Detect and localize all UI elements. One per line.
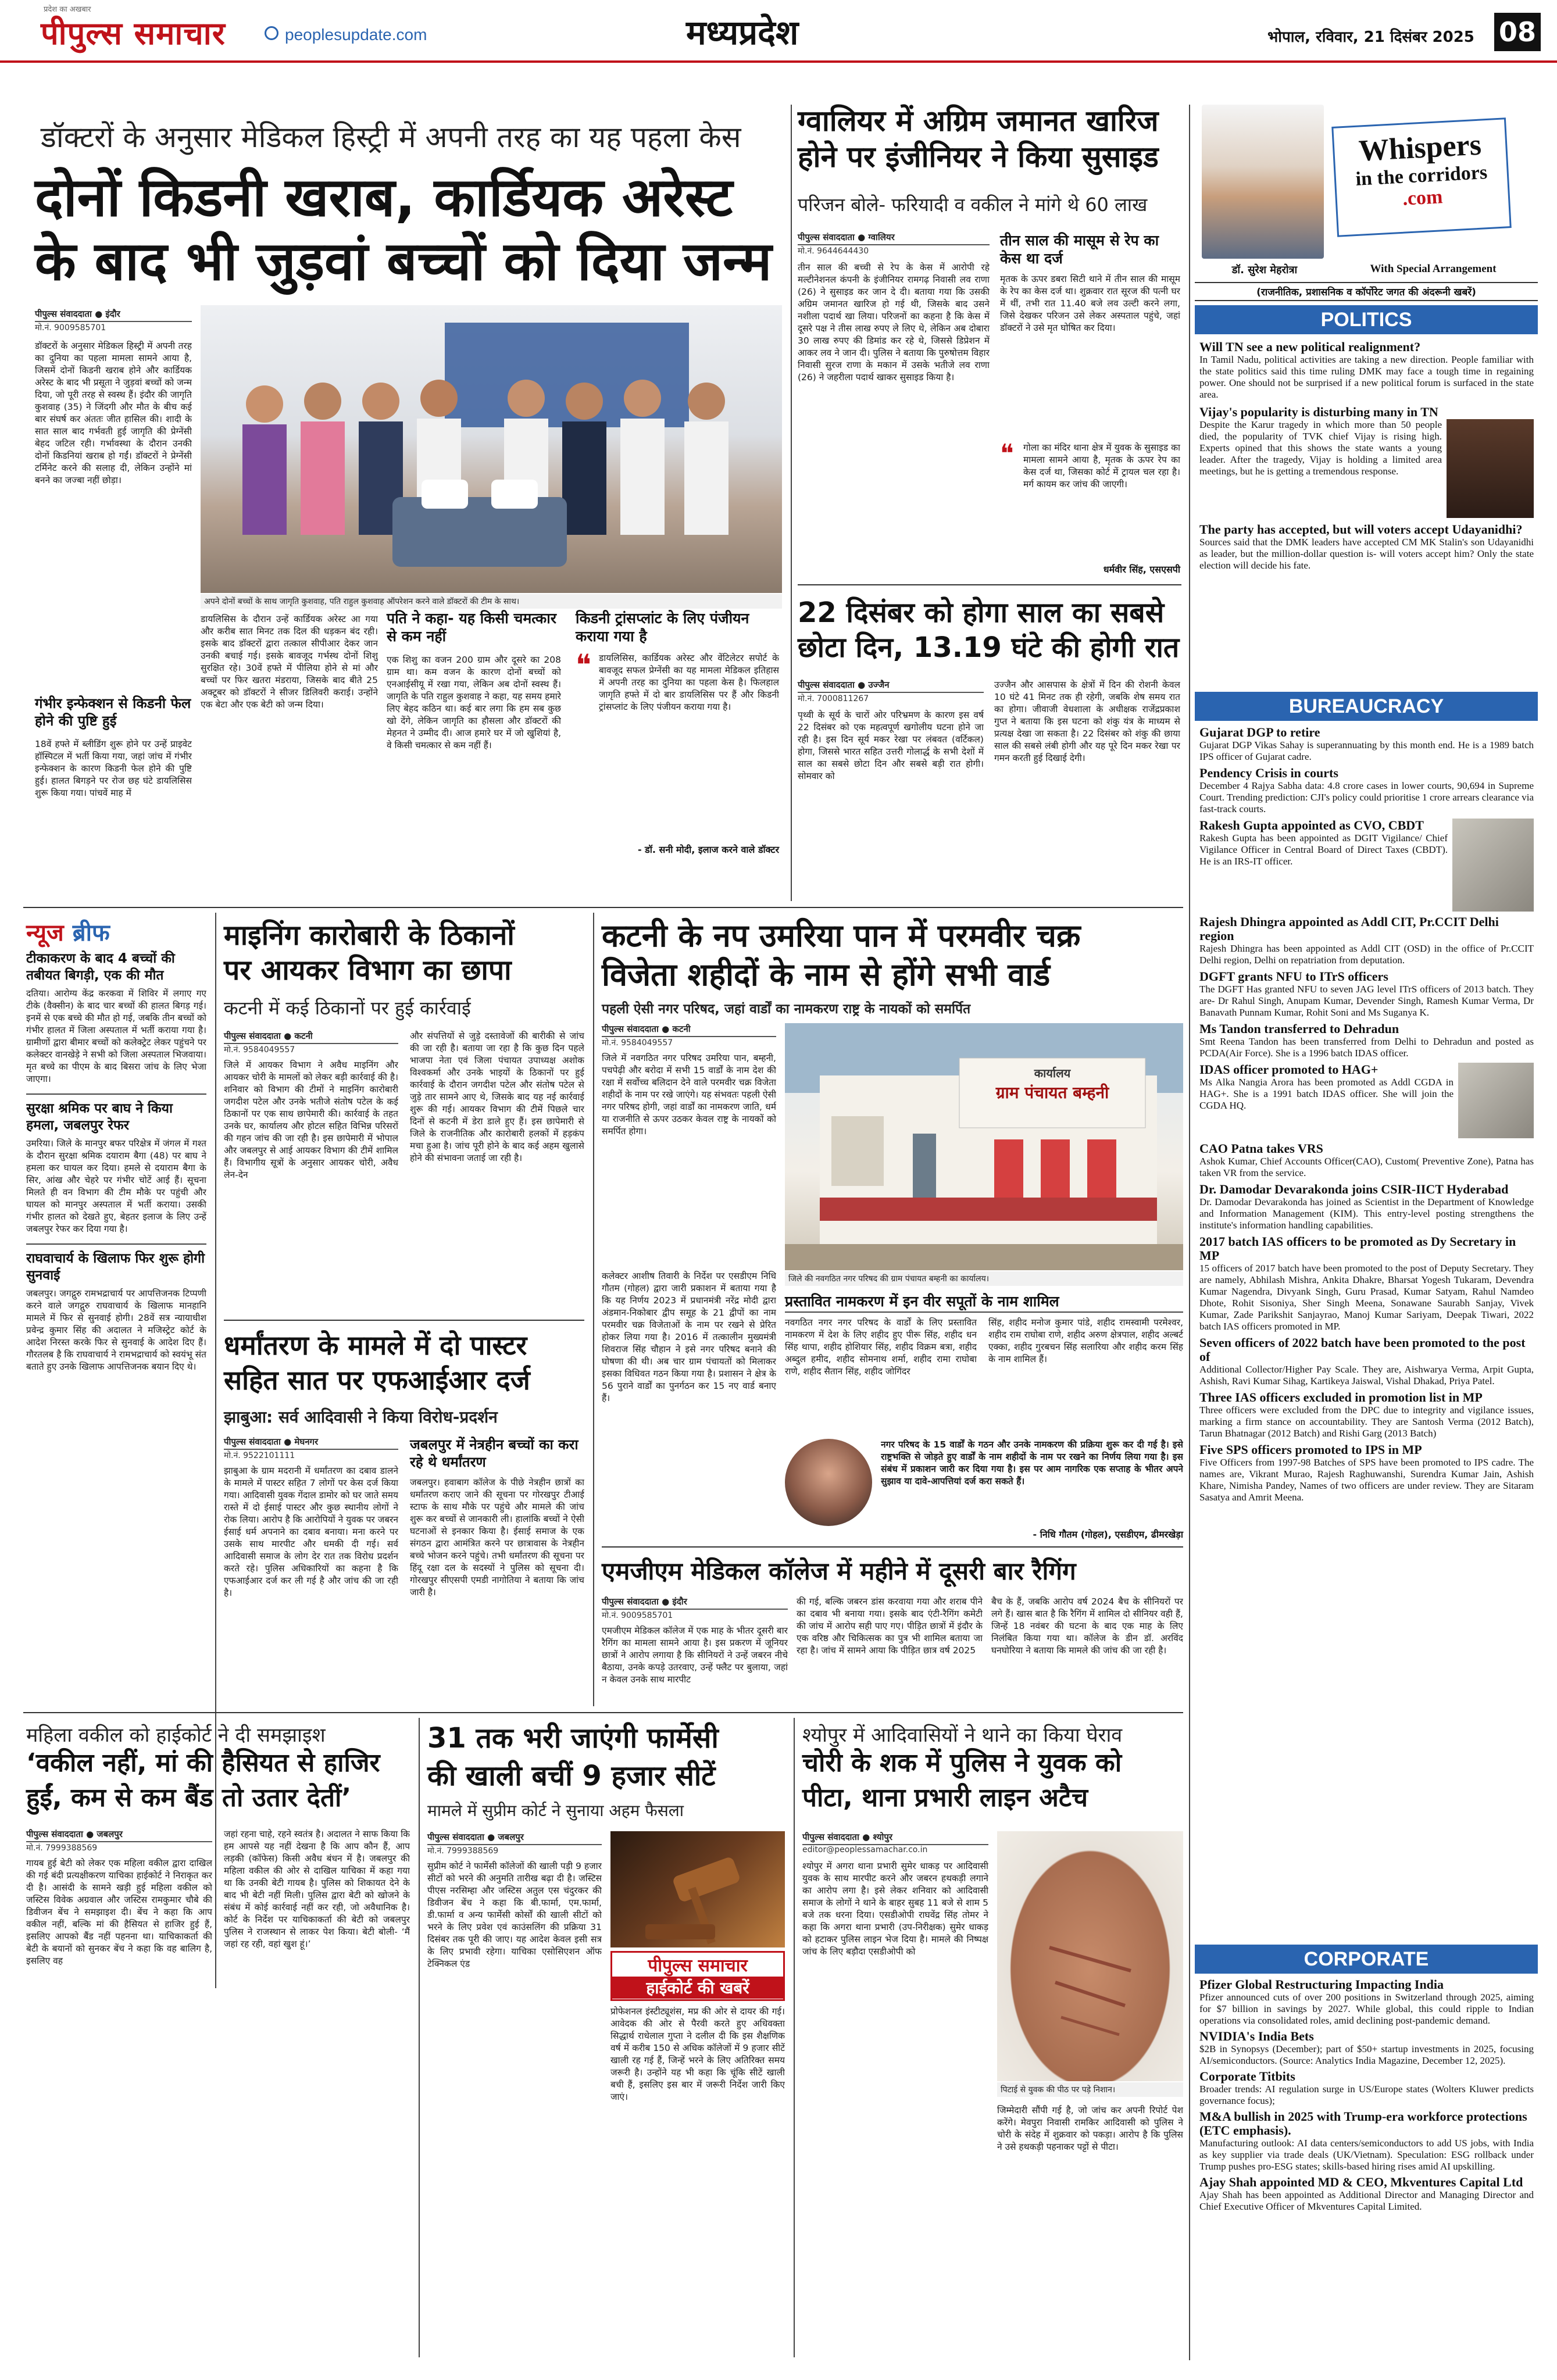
corporate-item-head: M&A bullish in 2025 with Trump-era workforce protections (ETC emphasis).	[1199, 2109, 1527, 2138]
mgm-mobile: मो.नं. 9009585701	[602, 1611, 673, 1620]
globe-icon	[265, 26, 278, 40]
bureaucracy-item	[1199, 819, 1534, 912]
umariya-headline-1: कटनी के नप उमरिया पान में परमवीर चक्र	[602, 917, 1081, 954]
news-brief-label-2: ब्रीफ	[72, 920, 110, 946]
sheopur-email[interactable]: editor@peoplessamachar.co.in	[802, 1845, 928, 1854]
sheopur-col-2: जिम्मेदारी सौंपी गई है, जो जांच कर अपनी रिपोर्ट पेश करेंगे। मेवपुरा निवासी रामकिर आदिवासी को पुलिस ने चोरी के संदेह में शुक्रवार को पकड़ा। आरोप है कि पुलिस ने उसे हथकड़ी पहनाकर पट्टों से पीटा।	[997, 2105, 1183, 2152]
page-number: 08	[1494, 13, 1541, 51]
jhabua-col-1: झाबुआ के ग्राम मदरानी में धर्मांतरण का दबाव डालने के मामले में पास्टर सहित 7 लोगों पर केस दर्ज किया गया। आदिवासी युवक गेंदाल डामोर को घर जाते समय रास्ते में दो ईसाई पास्टर और कुछ स्थानीय लोगों ने रोक लिया। आरोप है कि आरोपियों ने युवक पर जबरन ईसाई धर्म अपनाने का दबाव बनाया। मना करने पर उसके साथ मारपीट और धमकी दी गई। सर्व आदिवासी समाज के लोग देर रात तक विरोध प्रदर्शन करते रहे। पुलिस अधिकारियों का कहना है कि एफआईआर दर्ज कर ली गई है और जांच की जा रही है।	[224, 1466, 398, 1598]
gwalior-mobile: मो.नं. 9644644430	[798, 246, 869, 256]
lead-headline-1: दोनों किडनी खराब, कार्डियक अरेस्ट	[35, 166, 733, 228]
politics-item	[1199, 405, 1534, 518]
sheopur-headline-1: चोरी के शक में पुलिस ने युवक को	[802, 1748, 1122, 1778]
umariya-quote-author: - निधि गौतम (गोहल), एसडीएम, ढीमरखेड़ा	[1033, 1529, 1183, 1540]
ujjain-headline-1: 22 दिसंबर को होगा साल का सबसे	[798, 596, 1165, 629]
news-brief-item	[26, 950, 206, 1085]
column-rule	[593, 913, 594, 1706]
bureaucracy-item-text: Rakesh Gupta has been appointed as DGIT Vigilance/ Chief Vigilance Officer in Central Board of Direct Taxes (CBDT). He is an IRS-IT officer.	[1199, 832, 1448, 867]
section-rule	[23, 907, 1183, 908]
lead-col-1b: 18वें हफ्ते में ब्लीडिंग शुरू होने पर उन्हें प्राइवेट हॉस्पिटल में भर्ती किया गया, जहां जांच में गंभीर इन्फेक्शन के कारण किडनी फेल होने की पुष्टि हुई। हालत बिगड़ने पर रोज छह घंटे डायलिसिस शुरू किया गया। पांचवें माह में	[35, 739, 192, 798]
gwalior-byline	[798, 231, 990, 256]
vijay-photo	[1447, 419, 1534, 518]
lead-side-head: पति ने कहा- यह किसी चमत्कार से कम नहीं	[387, 610, 556, 645]
bureaucracy-item-head: Seven officers of 2022 batch have been promoted to the post of	[1199, 1335, 1526, 1364]
umariya-headline-2: विजेता शहीदों के नाम से होंगे सभी वार्ड	[602, 956, 1051, 993]
news-brief-item-text: उमरिया। जिले के मानपुर बफर परिक्षेत्र में जंगल में गश्त के दौरान सुरक्षा श्रमिक दयाराम बैगा (48) पर बाघ ने हमला कर घायल कर दिया। हमले से दयाराम बैगा के सिर, आंख और चेहरे पर गंभीर चोटें आई हैं। सूचना मिलते ही वन विभाग की टीम मौके पर पहुंची और घायल को मानपुर अस्पताल में भर्ती कराया। उसकी गंभीर हालत को देखते हुए, बेहतर इलाज के लिए उन्हें जबलपुर रेफर कर दिया गया है।	[26, 1138, 206, 1234]
section-title: मध्यप्रदेश	[686, 13, 799, 52]
building-sign-2: ग्राम पंचायत बम्हनी	[995, 1083, 1109, 1102]
news-brief-header	[26, 916, 201, 946]
officer-photo	[1458, 1063, 1534, 1138]
mgm-headline: एमजीएम मेडिकल कॉलेज में महीने में दूसरी बार रैगिंग	[602, 1557, 1076, 1585]
katni-raid-mobile: मो.नं. 9584049557	[224, 1045, 295, 1055]
lead-kicker: डॉक्टरों के अनुसार मेडिकल हिस्ट्री में अपनी तरह का यह पहला केस	[41, 120, 741, 154]
bureaucracy-item-text: Additional Collector/Higher Pay Scale. They are, Aishwarya Verma, Arpit Gupta, Ashish, Ravi Kumar Sihag, Kartikeya Jaiswal, Vishal Dhakad, Priya Patel.	[1199, 1364, 1534, 1386]
bureaucracy-item-text: 15 officers of 2017 batch have been promoted to the post of Deputy Secretary. They are namely, Abhilash Mishra, Ankita Dhakre, Bharsat Yogesh Tukaram, Devendra Kumar Nagendra, Divyank Singh, Guru Prasad, Kumar Satyam, Rahul Namdeo Dhote, Rohit Sisoniya, Sher Singh Meena, Sonawane Saurabh Sanjay, Vivek Kumar, Zade Parikshit Sanjayrao, Manoj Kumar Sariyam, Deepak Tiwari, 2022 batch IAS officers promoted in MP.	[1199, 1263, 1534, 1332]
bureaucracy-item-text: Rajesh Dhingra has been appointed as Addl CIT (OSD) in the office of Pr.CCIT Delhi region, Delhi on repatriation from deputation.	[1199, 943, 1534, 966]
politics-item	[1199, 340, 1534, 401]
news-brief-label-1: न्यूज	[26, 920, 64, 946]
sheopur-headline-2: पीटा, थाना प्रभारी लाइन अटैच	[802, 1783, 1088, 1813]
bureaucracy-item	[1199, 1182, 1534, 1231]
bureaucracy-item-text: Ms Alka Nangia Arora has been promoted as Addl CGDA in HAG+. She is a 1991 batch IDAS officer. She will join the CGDA HQ.	[1199, 1077, 1454, 1111]
masthead	[0, 0, 1557, 63]
bureaucracy-item-head: Dr. Damodar Devarakonda joins CSIR-IICT Hyderabad	[1199, 1182, 1509, 1196]
lead-headline-2: के बाद भी जुड़वां बच्चों को दिया जन्म	[35, 230, 772, 292]
lead-mobile: मो.नं. 9009585701	[35, 323, 106, 333]
jhabua-mobile: मो.नं. 9522101111	[224, 1451, 295, 1460]
whispers-logo-line-2: in the corridors	[1355, 162, 1488, 190]
injury-marks-illustration	[997, 1831, 1183, 2081]
bureaucracy-item-head: Pendency Crisis in courts	[1199, 766, 1338, 780]
bureaucracy-section-header: BUREAUCRACY	[1195, 692, 1538, 721]
politics-section-header: POLITICS	[1195, 305, 1538, 334]
bureaucracy-item-head: Rakesh Gupta appointed as CVO, CBDT	[1199, 818, 1424, 832]
gwalior-side-text: मृतक के ऊपर डबरा सिटी थाने में तीन साल की मासूम के रेप का केस दर्ज था। शुक्रवार रात सूरज की पत्नी घर में थीं, तभी रात 11.40 बजे लव उल्टी करने लगा, जिसे देखकर परिजन उसे लेकर अस्पताल पहुंचे, जहां डॉक्टरों ने उसे मृत घोषित कर दिया।	[1000, 274, 1180, 333]
ujjain-headline-2: छोटा दिन, 13.19 घंटे की होगी रात	[798, 631, 1180, 664]
politics-list	[1199, 340, 1534, 689]
corporate-item-text: Pfizer announced cuts of over 200 positions in Switzerland through 2025, aiming for $7 billion in savings by 2027. While global, this could ripple to Indian operations via consolidated roles, amid declining post-pandemic demand.	[1199, 1992, 1534, 2026]
bureaucracy-item-text: December 4 Rajya Sabha data: 4.8 crore cases in lower courts, 90,694 in Supreme Court. Trending prediction: CJI's policy could prioritise 1 crore arrears clearance via fast-track courts.	[1199, 780, 1534, 814]
bureaucracy-item-head: Gujarat DGP to retire	[1199, 726, 1320, 739]
bureaucracy-item-text: Gujarat DGP Vikas Sahay is superannuating by this month end. He is a 1989 batch IPS officer of Gujarat cadre.	[1199, 739, 1534, 762]
bureaucracy-item-text: Five Officers from 1997-98 Batches of SPS have been promoted to IPS cadre. The names are, Vikrant Murao, Rajesh Raghuwanshi, Surendra Kumar Jain, Ashish Khare, Nimisha Pandey, Names of two officers are under review. They are Sitaram Sasatya and Amrit Meena.	[1199, 1457, 1534, 1503]
column-rule	[794, 1718, 795, 2357]
politics-item-head: The party has accepted, but will voters accept Udayanidhi?	[1199, 522, 1523, 537]
injury-photo	[997, 1831, 1183, 2081]
bureaucracy-item	[1199, 970, 1534, 1019]
pharmacy-col-2: प्रोफेशनल इंस्टीट्यूशंस, मप्र की ओर से दायर की गई। आवेदक की ओर से पैरवी करते हुए अधिवक्ता सिद्धार्थ राधेलाल गुप्ता ने दलील दी कि इस शैक्षणिक वर्ष में करीब 150 से अधिक कॉलेजों में 9 हजार सीटें खाली रह गई हैं, जिन्हें भरने के लिए अतिरिक्त समय जरूरी है। उन्होंने यह भी कहा कि चूंकि सीटें खाली बची हैं, इसलिए इस बार में जरूरी निर्देश जारी किए जाएं।	[610, 2006, 785, 2102]
lead-quote-author: - डॉ. सनी मोदी, इलाज करने वाले डॉक्टर	[637, 844, 779, 855]
bureaucracy-item-text: Smt Reena Tandon has been transferred from Delhi to Dehradun and posted as PCDA(Air Force). She is a 1996 batch IDAS officer.	[1199, 1036, 1534, 1059]
website-link[interactable]: peoplesupdate.com	[285, 26, 427, 44]
gwalior-text: तीन साल की बच्ची से रेप के केस में आरोपी रहे मल्टीनेशनल कंपनी के इंजीनियर रामगढ़ निवासी लव राणा (26) ने सुसाइड कर जान दे दी। बताया गया कि उसकी अग्रिम जमानत खारिज हो गई थी, जिसके बाद उसने नशीला पदार्थ खा लिया। परिजनों का कहना है कि केस में दूसरे पक्ष ने तीस लाख रुपए ले लिए थे, लेकिन अब दोबारा 30 लाख रुपए की डिमांड कर रहे थे, जिससे डिप्रेशन में आकर लव ने जान दी। पुलिस ने बताया कि पुरुषोत्तम विहार निवासी सुरज राणा के मकान में उसके भतीजे लव राणा (26) ने जहरीला पदार्थ खाकर सुसाइड किया है।	[798, 262, 990, 383]
corporate-item-text: Ajay Shah has been appointed as Additional Director and Managing Director and Chief Executive Officer of Mkventures Capital Limited.	[1199, 2189, 1534, 2212]
corporate-item-head: Ajay Shah appointed MD & CEO, Mkventures Capital Ltd	[1199, 2175, 1523, 2189]
gwalior-side-text-2: गोला का मंदिर थाना क्षेत्र में युवक के सुसाइड का मामला सामने आया है, मृतक के ऊपर रेप का केस दर्ज था, जिसका कोर्ट में ट्रायल चल रहा है। मर्ग कायम कर जांच की जाएगी।	[1023, 442, 1180, 489]
bureaucracy-item-head: Ms Tandon transferred to Dehradun	[1199, 1021, 1399, 1036]
bureaucracy-item	[1199, 915, 1534, 966]
pharmacy-byline-text: पीपुल्स संवाददाता ● जबलपुर	[427, 1831, 602, 1845]
news-brief-item-head: टीकाकरण के बाद 4 बच्चों की तबीयत बिगड़ी, एक की मौत	[26, 951, 175, 983]
pharmacy-headline-2: की खाली बचीं 9 हजार सीटें	[427, 1760, 716, 1792]
whispers-tagline: (राजनीतिक, प्रशासनिक व कॉर्पोरेट जगत की अंदरूनी खबरें)	[1195, 282, 1538, 301]
corporate-item-text: Manufacturing outlook: AI data centers/semiconductors to add US jobs, with India as key supplier via trade deals (UK/Vietnam). Speculation: ESG rollback under Trump pushes pro-ESG states; skills-based hiring rises amid AI upskilling.	[1199, 2138, 1534, 2172]
umariya-col-2: कलेक्टर आशीष तिवारी के निर्देश पर एसडीएम निधि गौतम (गोहल) द्वारा जारी प्रकाशन में बताया गया है कि यह निर्णय 2023 में प्रधानमंत्री नरेंद्र मोदी द्वारा अंडमान-निकोबार द्वीप समूह के 21 द्वीपों का नाम परमवीर चक्र विजेताओं के नाम पर रखने से प्रेरित होकर लिया गया है। 2016 में तत्कालीन मुख्यमंत्री शिवराज सिंह चौहान ने इसे नगर परिषद बनाने की घोषणा की थी। अब चार ग्राम पंचायतों को मिलाकर इसका विधिवत गठन किया गया है। प्रशासन ने क्षेत्र के 56 पुराने वार्डों का पुनर्गठन कर 15 नए वार्ड बनाए हैं।	[602, 1271, 776, 1403]
corporate-item-head: Pfizer Global Restructuring Impacting India	[1199, 1978, 1444, 1992]
jhabua-side-head: जबलपुर में नेत्रहीन बच्चों का करा रहे थे धर्मांतरण	[410, 1436, 578, 1470]
jhabua-headline-2: सहित सात पर एफआईआर दर्ज	[224, 1364, 530, 1396]
bureaucracy-item-head: 2017 batch IAS officers to be promoted as Dy Secretary in MP	[1199, 1234, 1516, 1263]
umariya-mobile: मो.नं. 9584049557	[602, 1038, 673, 1048]
mgm-byline-text: पीपुल्स संवाददाता ● इंदौर	[602, 1596, 788, 1610]
building-photo-caption: जिले की नवगठित नगर परिषद की ग्राम पंचायत बम्हनी का कार्यालय।	[785, 1271, 1183, 1286]
group-photo-illustration	[201, 305, 782, 593]
quote-mark-icon: ❝	[1000, 439, 1014, 469]
gwalior-quote-author: धर्मवीर सिंह, एसएसपी	[1103, 564, 1180, 575]
gwalior-headline-1: ग्वालियर में अग्रिम जमानत खारिज	[798, 104, 1159, 138]
corporate-list	[1199, 1978, 1534, 2358]
bureaucracy-item-text: Three officers were excluded from the DPC due to integrity and vigilance issues, marking a firm stance on accountability. They are Santosh Verma (2012 Batch), Tarun Bhatnagar (2012 Batch) and Rishi Garg (2013 Batch)	[1199, 1405, 1534, 1439]
corporate-item-head: NVIDIA's India Bets	[1199, 2029, 1314, 2043]
section-rule	[798, 584, 1181, 585]
umariya-byline	[602, 1023, 776, 1048]
umariya-box-head: प्रस्तावित नामकरण में इन वीर सपूतों के नाम शामिल	[785, 1292, 1183, 1313]
katni-raid-col-1: जिले में आयकर विभाग ने अवैध माइनिंग और आयकर चोरी के मामलों को लेकर बड़ी कार्रवाई की है। शनिवार को विभाग की टीमों ने माइनिंग कारोबारी जगदीश पटेल और उनके भतीजे संतोष पटेल के कई ठिकानों पर एक साथ छापेमारी की। कार्रवाई के तहत उनके घर, कार्यालय और होटल सहित विभिन्न परिसरों की गहन जांच की जा रही है। इस छापेमारी में भोपाल और जबलपुर से आई आयकर विभाग की टीमें शामिल हैं। विभागीय सूत्रों के अनुसार आयकर चोरी, अवैध लेन-देन	[224, 1060, 398, 1180]
bureaucracy-item-text: Ashok Kumar, Chief Accounts Officer(CAO), Custom( Preventive Zone), Patna has taken VR from the service.	[1199, 1156, 1534, 1178]
lead-col-1: डॉक्टरों के अनुसार मेडिकल हिस्ट्री में अपनी तरह का दुनिया का पहला मामला सामने आया है, जिसमें दोनों किडनी खराब होने और कार्डियक अरेस्ट के बाद भी प्रसूता ने जुड़वां बच्चों को जन्म दिया, जो पूरी तरह से स्वस्थ हैं। इंदौर की जागृति कुशवाह (35) ने जिंदगी और मौत के बीच कई बार संघर्ष कर अंततः जीत हासिल की। शादी के सात साल बाद गर्भवती हुई जागृति की प्रेग्नेंसी बेहद जटिल रही। गर्भावस्था के दौरान उनकी दोनों किडनियां खराब हो गईं। डॉक्टरों ने प्रेग्नेंसी टर्मिनेट करने की सलाह दी, लेकिन उन्होंने मां बनने का जज्बा नहीं छोड़ा।	[35, 341, 192, 485]
news-brief-item	[26, 1093, 206, 1235]
section-rule	[23, 1712, 1183, 1713]
corporate-item	[1199, 2110, 1534, 2172]
bureaucracy-list	[1199, 726, 1534, 1941]
jabalpur-hc-col-2: जहां रहना चाहे, रहने स्वतंत्र है। अदालत ने साफ किया कि हम आपसे यह नहीं देखना है कि आप कौन हैं, आप लड़की (कॉफेस) किसी अवैध बंधन में है। जबलपुर की महिला वकील की ओर से दाखिल याचिका में कहा गया था कि उनकी बेटी गायब है। पुलिस को शिकायत देने के बाद भी बेटी नहीं मिली। पुलिस द्वारा बेटी को खोजने के संबंध में कोई कार्रवाई नहीं कर रही, जो अवैधानिक है। कोर्ट के निर्देश पर याचिकाकर्ता की बेटी को जबलपुर पुलिस ने राजस्थान से लाकर पेश किया। बेटी बोली- ‘मैं जहां रह रही, वहां खुश हूं।’	[224, 1829, 410, 1949]
katni-raid-byline	[224, 1030, 398, 1055]
umariya-box-col-2: सिंह, शहीद मनोज कुमार पांडे, शहीद रामस्वामी परमेश्वर, शहीद राम राघोबा राणे, शहीद अरुण क्षेत्रपाल, शहीद अल्बर्ट एक्का, शहीद गुरबचन सिंह सलारिया और शहीद करम सिंह के नाम शामिल हैं।	[988, 1317, 1183, 1364]
corporate-item-text: $2B in Synopsys (December); part of $50+ startup investments in 2025, focusing AI/semiconductors. (Source: Analytics India Magazine, December 12, 2025).	[1199, 2043, 1534, 2066]
special-arrangement: With Special Arrangement	[1370, 263, 1497, 275]
jabalpur-hc-col-1: गायब हुई बेटी को लेकर एक महिला वकील द्वारा दाखिल की गई बंदी प्रत्यक्षीकरण याचिका हाईकोर्ट ने निराकृत कर दी है। आसंदी के सामने खड़ी हुई महिला वकील को जस्टिस विवेक अग्रवाल और जस्टिस रामकुमार चौबे की डिवीजन बेंच ने समझाइश दी। बेंच ने कहा कि आप वकील नहीं, बल्कि मां की हैसियत से हाजिर हुई हैं, इसलिए आपको बैंड नहीं पहनना था। याचिकाकर्ता की बेटी के बयानों को सुनकर बेंच ने कहा कि वह बालिग है, इसलिए वह	[26, 1858, 212, 1966]
building-sign-1: कार्यालय	[1034, 1066, 1071, 1080]
hc-news-logo	[610, 1951, 785, 2001]
corporate-item-text: Broader trends: AI regulation surge in US/Europe states (Wolters Kluwer predicts governance focus);	[1199, 2084, 1534, 2106]
pharmacy-sub: मामले में सुप्रीम कोर्ट ने सुनाया अहम फैसला	[427, 1801, 684, 1820]
gwalior-headline-2: होने पर इंजीनियर ने किया सुसाइड	[798, 140, 1159, 174]
katni-raid-headline-2: पर आयकर विभाग का छापा	[224, 954, 512, 987]
jhabua-side-text: जबलपुर। हवाबाग कॉलेज के पीछे नेत्रहीन छात्रों का धर्मांतरण कराए जाने की सूचना पर गोरखपुर टीआई स्टाफ के साथ मौके पर पहुंचे और मामले की जांच शुरू कर बच्चों से जानकारी ली। हालांकि बच्चों ने ऐसी घटनाओं से इनकार किया है। ईसाई समाज के एक संगठन द्वारा आमंत्रित करने पर छात्रावास के नेत्रहीन बच्चे भोजन करने पहुंचे। तभी धर्मांतरण की सूचना पर हिंदू रक्षा दल के सदस्यों ने पुलिस को सूचना दी। गोरखपुर सीएसपी एमडी नागोतिया ने बताया कि जांच जारी है।	[410, 1477, 584, 1598]
corporate-item	[1199, 2070, 1534, 2107]
pharmacy-col-1: सुप्रीम कोर्ट ने फार्मेसी कॉलेजों की खाली पड़ी 9 हजार सीटों को भरने की अनुमति तारीख बढ़ा दी है। जस्टिस पीएस नरसिम्हा और जस्टिस अतुल एस चंदुरकर की डिवीजन बेंच ने कहा कि बी.फार्मा, एम.फार्मा, डी.फार्मा व अन्य फार्मेसी कोर्सों की खाली सीटों को भरने के लिए प्रवेश एवं काउंसलिंग की प्रक्रिया 31 दिसंबर तक पूरी की जाए। यह आदेश केवल इसी सत्र के लिए प्रभावी रहेगा। याचिका एसोसिएशन ऑफ टेक्निकल एंड	[427, 1861, 602, 1969]
whispers-logo-line-1: Whispers	[1358, 128, 1483, 168]
sidebar-rule	[1189, 105, 1190, 2360]
section-rule	[224, 1320, 584, 1321]
umariya-col-1: जिले में नवगठित नगर परिषद उमरिया पान, बम्हनी, पचपेढ़ी और बरोदा में सभी 15 वार्डों के नाम देश की रक्षा में सर्वोच्च बलिदान देने वाले परमवीर चक्र विजेता शहीदों के नाम पर रखे जाएंगे। यह संभवतः पहली ऐसी नगर परिषद होगी, जहां वार्डों का नामकरण जाति, धर्म या राजनीति से ऊपर उठकर केवल राष्ट्र के नायकों को समर्पित होगा।	[602, 1053, 776, 1137]
pharmacy-byline	[427, 1831, 602, 1856]
bureaucracy-item-text: The DGFT Has granted NFU to seven JAG level ITrS officers of 2013 batch. They are- Dr Rahul Singh, Anupam Kumar, Devender Singh, Ramesh Kumar Verma, Dr Banavath Punnam Kumar, Rohit Soni and Ms Suganya K.	[1199, 984, 1534, 1018]
jabalpur-hc-byline-text: पीपुल्स संवाददाता ● जबलपुर	[26, 1828, 212, 1842]
lead-quote-head: किडनी ट्रांसप्लांट के लिए पंजीयन कराया गया है	[576, 610, 749, 645]
umariya-quote: नगर परिषद के 15 वार्डों के गठन और उनके नामकरण की प्रक्रिया शुरू कर दी गई है। इसे राष्ट्रभक्ति से जोड़ते हुए वार्डों के नाम शहीदों के नाम पर रखने का निर्णय लिया गया है। इस संबंध में प्रकाशन जारी कर दिया गया है। इस पर आम नागरिक एक सप्ताह के भीतर अपने सुझाव या दावे-आपत्तियां दर्ज करा सकते हैं।	[881, 1439, 1183, 1486]
corporate-item	[1199, 2175, 1534, 2213]
bureaucracy-item-head: Five SPS officers promoted to IPS in MP	[1199, 1442, 1422, 1457]
gavel-photo	[610, 1831, 785, 1947]
jhabua-sub: झाबुआ: सर्व आदिवासी ने किया विरोध-प्रदर्शन	[224, 1407, 498, 1427]
bureaucracy-item	[1199, 1022, 1534, 1059]
pharmacy-headline-1: 31 तक भरी जाएंगी फार्मेसी	[427, 1722, 719, 1754]
ujjain-byline-text: पीपुल्स संवाददाता ● उज्जैन	[798, 679, 984, 693]
bureaucracy-item	[1199, 766, 1534, 815]
section-rule	[602, 1546, 1183, 1548]
dateline: भोपाल, रविवार, 21 दिसंबर 2025	[1267, 28, 1474, 46]
jabalpur-hc-mobile: मो.नं. 7999388569	[26, 1843, 98, 1853]
lead-col-2: डायलिसिस के दौरान उन्हें कार्डियक अरेस्ट आ गया और करीब सात मिनट तक दिल की धड़कन बंद रही। इसके बाद डॉक्टरों द्वारा तत्काल सीपीआर देकर जान उनकी बचाई गई। इसके बावजूद गर्भस्थ दोनों शिशु सुरक्षित रहे। 30वें हफ्ते में पीलिया होने से मां और बच्चों पर फिर खतरा मंडराया, जिसके बाद बीते 25 अक्टूबर को डॉक्टरों ने सीजर डिलिवरी कराई। उन्होंने एक बेटा और एक बेटी को जन्म दिया।	[201, 614, 378, 710]
corporate-section-header: CORPORATE	[1195, 1945, 1538, 1974]
politics-item-text: In Tamil Nadu, political activities are taking a new direction. People familiar with the state politics said this time ruling DMK may face a tough time in regaining power. One should not be surprised if a new political forum is surfaced in the state area.	[1199, 354, 1534, 400]
officer-photo	[1452, 819, 1534, 912]
quote-mark-icon: ❝	[576, 648, 591, 682]
lead-byline	[35, 308, 192, 333]
hc-news-logo-1: पीपुल्स समाचार	[648, 1956, 748, 1976]
politics-item-head: Vijay's popularity is disturbing many in TN	[1199, 405, 1438, 419]
lead-photo-caption: अपने दोनों बच्चों के साथ जागृति कुशवाह, पति राहुल कुशवाह ऑपरेशन करने वाले डॉक्टरों की टीम के साथ।	[201, 594, 782, 609]
news-brief-item-text: जबलपुर। जगद्गुरु रामभद्राचार्य पर आपत्तिजनक टिप्पणी करने वाले जगद्गुरु राघवाचार्य के खिलाफ मानहानि मामले में फिर से सुनवाई होगी। 28वें सत्र न्यायाधीश प्रवेन्द्र कुमार सिंह की अदालत ने मजिस्ट्रेट कोर्ट के आदेश निरस्त करके फिर से सुनवाई के आदेश दिए हैं। गौरतलब है कि राघवाचार्य ने रामभद्राचार्य को स्वयंभू संत बताते हुए उनके खिलाफ आपत्तिजनक बयान दिए थे।	[26, 1288, 206, 1372]
ujjain-mobile: मो.नं. 7000811267	[798, 694, 869, 703]
katni-raid-sub: कटनी में कई ठिकानों पर हुई कार्रवाई	[224, 997, 471, 1019]
news-brief-item-head: राघवाचार्य के खिलाफ फिर शुरू होगी सुनवाई	[26, 1251, 205, 1283]
gavel-icon	[610, 1831, 785, 1947]
bureaucracy-item-text: Dr. Damodar Devarakonda has joined as Scientist in the Department of Knowledge and Information Management (KIM). This entry-level posting strengthens the institute's information handling capabilities.	[1199, 1196, 1534, 1231]
gwalior-byline-text: पीपुल्स संवाददाता ● ग्वालियर	[798, 231, 990, 245]
jabalpur-hc-headline-2: हुईं, कम से कम बैंड तो उतार देतीं’	[26, 1783, 352, 1813]
paper-name-logo: पीपुल्स समाचार	[41, 15, 226, 52]
bureaucracy-item-head: DGFT grants NFU to ITrS officers	[1199, 969, 1388, 984]
whispers-logo	[1331, 117, 1512, 237]
jabalpur-hc-byline	[26, 1828, 212, 1853]
news-brief-item-head: सुरक्षा श्रमिक पर बाघ ने किया हमला, जबलपुर रेफर	[26, 1101, 173, 1133]
sheopur-byline-text: पीपुल्स संवाददाता ● श्योपुर	[802, 1831, 988, 1845]
gwalior-side-head: तीन साल की मासूम से रेप का केस था दर्ज	[1000, 232, 1159, 267]
lead-byline-text: पीपुल्स संवाददाता ● इंदौर	[35, 308, 192, 322]
jhabua-headline-1: धर्मांतरण के मामले में दो पास्टर	[224, 1330, 527, 1361]
katni-raid-headline-1: माइनिंग कारोबारी के ठिकानों	[224, 919, 515, 952]
mgm-col-1: एमजीएम मेडिकल कॉलेज में एक माह के भीतर दूसरी बार रैगिंग का मामला सामने आया है। इस प्रकरण में जूनियर छात्रों ने आरोप लगाया है कि सीनियरों ने उन्हें जबरन नीचे बैठाया, उनके कपड़े उतरवाए, उन्हें फ्लैट पर बुलाया, जहां न केवल उनके साथ मारपीट	[602, 1625, 788, 1685]
sheopur-kicker: श्योपुर में आदिवासियों ने थाने का किया घेराव	[802, 1724, 1123, 1747]
columnist-photo	[1202, 105, 1324, 259]
umariya-byline-text: पीपुल्स संवाददाता ● कटनी	[602, 1023, 776, 1037]
bureaucracy-item	[1199, 1235, 1534, 1332]
bureaucracy-item	[1199, 1443, 1534, 1503]
corporate-item-head: Corporate Titbits	[1199, 2069, 1295, 2084]
ujjain-col-1: पृथ्वी के सूर्य के चारों ओर परिभ्रमण के कारण इस वर्ष 22 दिसंबर को एक महत्वपूर्ण खगोलीय घटना होने जा रही है। इस दिन सूर्य मकर रेखा पर लंबवत (वर्टिकल) होगा, जिससे भारत सहित उत्तरी गोलार्द्ध के सभी देशों में साल का सबसे छोटा दिन और सबसे बड़ी रात होगी। सोमवार को	[798, 710, 984, 781]
lead-quote-text: डायलिसिस, कार्डियक अरेस्ट और वेंटिलेटर सपोर्ट के बावजूद सफल प्रेग्नेंसी का यह मामला मेडिकल इतिहास में अपनी तरह का दुनिया का पहला केस है। फिलहाल जागृति हफ्ते में दो बार डायलिसिस पर हैं और किडनी ट्रांसप्लांट के लिए पंजीयन कराया गया है।	[599, 653, 779, 712]
umariya-sub: पहली ऐसी नगर परिषद, जहां वार्डों का नामकरण राष्ट्र के नायकों को समर्पित	[602, 1002, 971, 1017]
news-brief-item-text: दतिया। आरोग्य केंद्र करकवा में शिविर में लगाए गए टीके (वैक्सीन) के बाद चार बच्चों की हालत बिगड़ गई। इनमें से एक बच्चे की मौत हो गई, जबकि तीन बच्चों को गंभीर हालत में जिला अस्पताल में भर्ती कराया गया है। ग्रामीणों द्वारा बीमार बच्चों को कलेक्ट्रेट लेकर पहुंचने पर कलेक्टर वानखेड़े ने सभी को जिला अस्पताल भिजवाया। मृत बच्चे का पीएम के बाद बिसरा जांच के लिए भेजा जाएगा।	[26, 988, 206, 1084]
umariya-box-col-1: नवगठित नगर नगर परिषद के वार्डों के लिए प्रस्तावित नामकरण में देश के लिए शहीद हुए पीरू सिंह, शहीद धन सिंह थापा, शहीद होशियार सिंह, शहीद विक्रम बत्रा, शहीद अब्दुल हमीद, शहीद सोमनाथ शर्मा, शहीद रामा राघोबा राणे, शहीद सैतान सिंह, शहीद जोगिंदर	[785, 1317, 977, 1377]
bureaucracy-item	[1199, 1391, 1534, 1439]
jhabua-byline-text: पीपुल्स संवाददाता ● मेघनगर	[224, 1436, 398, 1450]
corporate-item	[1199, 1978, 1534, 2027]
hc-news-logo-2: हाईकोर्ट की खबरें	[612, 1977, 783, 1999]
paper-tagline: प्रदेश का अखबार	[44, 5, 91, 14]
news-brief-item	[26, 1243, 206, 1373]
mgm-col-3: बैच के हैं, जबकि आरोप वर्ष 2024 बैच के सीनियरों पर लगे हैं। खास बात है कि रैगिंग में शामिल दो सीनियर वही हैं, जिन्हें 18 नवंबर की घटना के बाद एक माह के लिए निलंबित किया गया था। कॉलेज के डीन डॉ. अरविंद घनघोरिया ने बताया कि मामले की जांच की जा रही है।	[991, 1596, 1183, 1656]
injury-photo-caption: पिटाई से युवक की पीठ पर पड़े निशान।	[997, 2082, 1183, 2097]
bureaucracy-item-head: Three IAS officers excluded in promotion list in MP	[1199, 1390, 1483, 1405]
lead-col-3: एक शिशु का वजन 200 ग्राम और दूसरे का 208 ग्राम था। कम वजन के कारण दोनों बच्चों को एनआईसीयू में रखा गया, लेकिन अब दोनों स्वस्थ हैं। जागृति के पति राहुल कुशवाह ने कहा, यह समय हमारे लिए बेहद कठिन था। कई बार लगा कि हम सब कुछ खो देंगे, लेकिन जागृति का हौसला और डॉक्टरों की मेहनत ने उम्मीद दी। आज हमारे घर में जो खुशियां है, वे किसी चमत्कार से कम नहीं हैं।	[387, 655, 561, 751]
jhabua-byline	[224, 1436, 398, 1461]
mgm-col-2: की गई, बल्कि जबरन डांस करवाया गया और शराब पीने का दबाव भी बनाया गया। इसके बाद एंटी-रैगिंग कमेटी की जांच में आरोप सही पाए गए। पीड़ित छात्रों में इंदौर के एक वरिष्ठ और चिकित्सक का पुत्र भी शामिल बताया जा रहा है। जांच में सामने आया कि पीड़ित छात्र वर्ष 2025	[797, 1596, 983, 1656]
pharmacy-mobile: मो.नं. 7999388569	[427, 1846, 499, 1856]
bureaucracy-item-head: IDAS officer promoted to HAG+	[1199, 1062, 1379, 1077]
politics-item	[1199, 523, 1534, 571]
ujjain-col-2: उज्जैन और आसपास के क्षेत्रों में दिन की रोशनी केवल 10 घंटे 41 मिनट तक ही रहेगी, जबकि शेष समय रात का होगा। जीवाजी वेधशाला के अधीक्षक राजेंद्रप्रकाश गुप्त ने बताया कि इस घटना को शंकु यंत्र के माध्यम से प्रत्यक्ष देखा जा सकता है। 22 दिसंबर को शंकु की छाया साल की सबसे लंबी होगी और यह पूरे दिन मकर रेखा पर गमन करती हुई दिखाई देगी।	[994, 680, 1180, 763]
building-illustration	[785, 1023, 1183, 1270]
sheopur-byline	[802, 1831, 988, 1854]
sheopur-col-1: श्योपुर में अगरा थाना प्रभारी सुमेर धाकड़ पर आदिवासी युवक के साथ मारपीट करने और जबरन हथकड़ी लगाने का आरोप लगा है। इसे लेकर शनिवार को आदिवासी समाज के लोगों ने थाने के बाहर सुबह 11 बजे से शाम 5 बजे तक धरना दिया। एसडीओपी राघवेंद्र सिंह तोमर ने कहा कि अगरा थाना प्रभारी (उप-निरीक्षक) सुमेर धाकड़ को हटाकर पुलिस लाइन भेज दिया है। मामले की निष्पक्ष जांच के लिए बड़ौदा एसडीओपी को	[802, 1861, 988, 1957]
bureaucracy-item-head: Rajesh Dhingra appointed as Addl CIT, Pr.CCIT Delhi region	[1199, 914, 1499, 943]
panchayat-building-photo	[785, 1023, 1183, 1270]
gwalior-sub: परिजन बोले- फरियादी व वकील ने मांगे थे 60 लाख	[798, 194, 1148, 216]
ujjain-byline	[798, 679, 984, 704]
columnist-name: डॉ. सुरेश मेहरोत्रा	[1231, 264, 1298, 276]
column-rule	[419, 1718, 420, 2357]
column-rule	[215, 913, 216, 1988]
politics-item-text: Despite the Karur tragedy in which more than 50 people died, the popularity of TVK chief Vijay is rising high. Experts opined that this shows the state wants a young leader. After the tragedy, Vijay is holding a limited area meetings, but he is getting a tremendous response.	[1199, 419, 1442, 477]
lead-subhead: गंभीर इन्फेक्शन से किडनी फेल होने की पुष्टि हुई	[35, 695, 191, 729]
sdm-photo	[785, 1439, 872, 1526]
column-rule	[791, 105, 792, 901]
corporate-item	[1199, 2029, 1534, 2067]
jabalpur-hc-kicker: महिला वकील को हाईकोर्ट ने दी समझाइश	[26, 1724, 326, 1747]
bureaucracy-item	[1199, 726, 1534, 763]
politics-item-text: Sources said that the DMK leaders have accepted CM MK Stalin's son Udayanidhi as leader, but the million-dollar question is- will voters accept him? Only the state election will decide his fate.	[1199, 537, 1534, 571]
katni-raid-col-2: और संपत्तियों से जुड़े दस्तावेजों की बारीकी से जांच की जा रही है। बताया जा रहा है कि कुछ दिन पहले भाजपा नेता एवं जिला पंचायत उपाध्यक्ष अशोक विश्वकर्मा और उनके भाइयों के ठिकानों पर हुई कार्रवाई के दौरान जगदीश पटेल और संतोष पटेल से जुड़े तार सामने आए थे, जिसके बाद यह नई कार्रवाई शुरू की गई। आयकर विभाग की टीमें पिछले चार दिनों से कटनी में डेरा डाले हुए हैं। इस छापेमारी से जिले के राजनीतिक और कारोबारी हलकों में हड़कंप मचा हुआ है। जांच पूरी होने के बाद कई अहम खुलासे होने की संभावना जताई जा रही है।	[410, 1031, 584, 1163]
lead-photo	[201, 305, 782, 593]
bureaucracy-item	[1199, 1142, 1534, 1179]
katni-raid-byline-text: पीपुल्स संवाददाता ● कटनी	[224, 1030, 398, 1044]
politics-item-head: Will TN see a new political realignment?	[1199, 340, 1421, 354]
jabalpur-hc-headline-1: ‘वकील नहीं, मां की हैसियत से हाजिर	[26, 1748, 380, 1778]
bureaucracy-item	[1199, 1063, 1534, 1138]
mgm-byline	[602, 1596, 788, 1621]
whispers-logo-line-3: .com	[1402, 186, 1444, 210]
whispers-sidebar	[1195, 105, 1538, 2360]
bureaucracy-item	[1199, 1336, 1534, 1387]
bureaucracy-item-head: CAO Patna takes VRS	[1199, 1141, 1323, 1156]
